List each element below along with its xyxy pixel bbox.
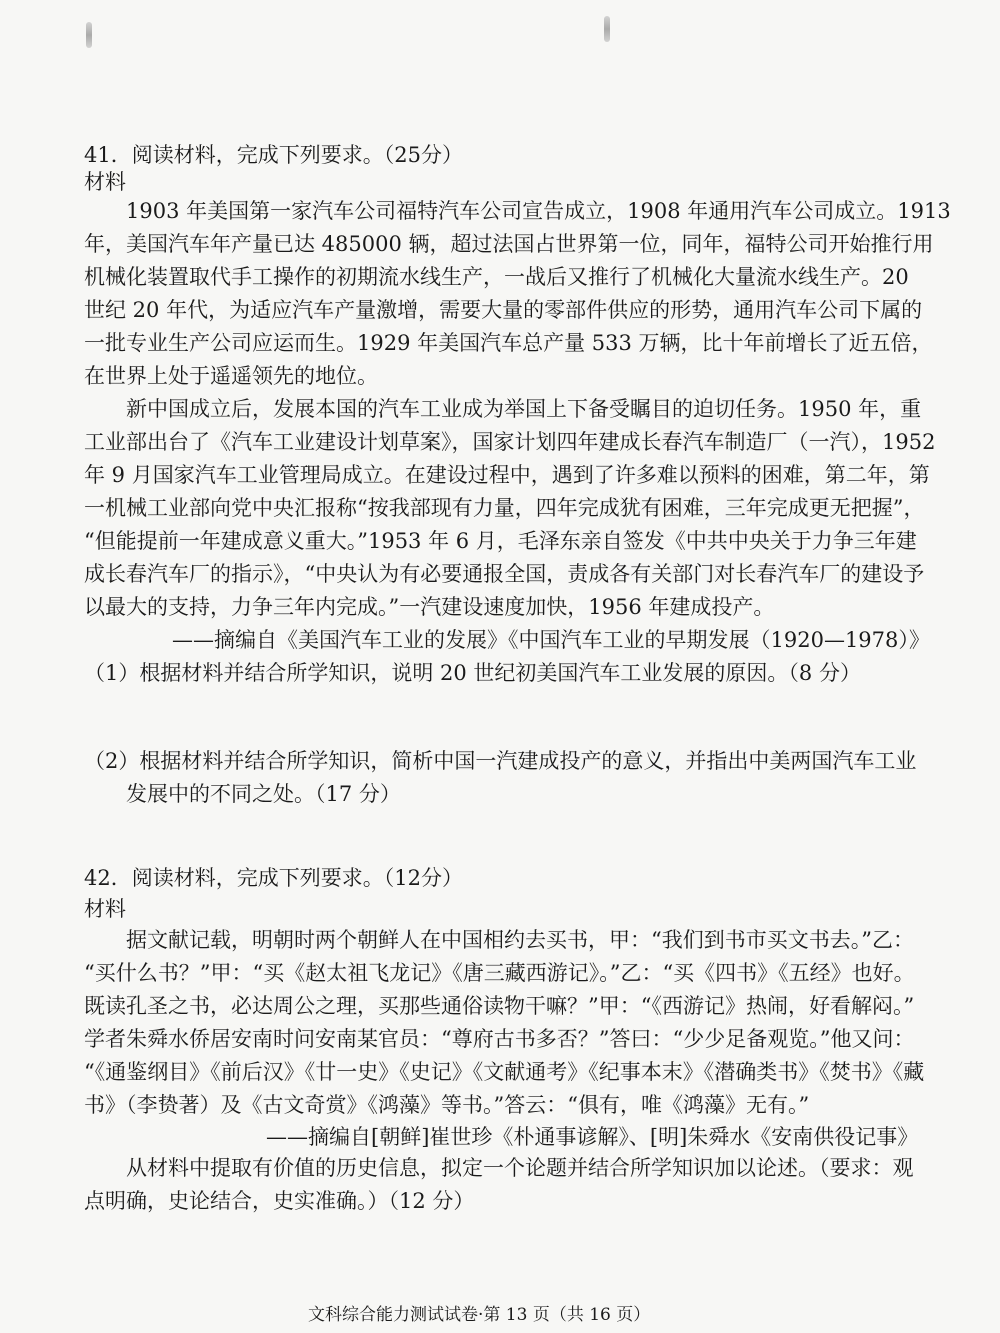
q41-p2-line: 新中国成立后，发展本国的汽车工业成为举国上下备受瞩目的迫切任务。1950 年，重 <box>126 397 922 421</box>
q42-p1-line: 既读孔圣之书，必达周公之理，买那些通俗读物干嘛？”甲：“《西游记》热闹，好看解闷。” <box>84 994 915 1018</box>
q41-title: 41．阅读材料，完成下列要求。（25分） <box>84 143 463 167</box>
q41-subquestion-2: 发展中的不同之处。（17 分） <box>126 782 401 806</box>
q42-p1-line: “《通鉴纲目》《前后汉》《廿一史》《史记》《文献通考》《纪事本末》《潜确类书》《焚书》《藏 <box>84 1060 925 1084</box>
q42-p1-line: 据文献记载，明朝时两个朝鲜人在中国相约去买书，甲：“我们到书市买文书去。”乙： <box>126 928 914 952</box>
scan-mark <box>604 16 610 42</box>
q41-p1-line: 1903 年美国第一家汽车公司福特汽车公司宣告成立，1908 年通用汽车公司成立。1913 <box>126 199 951 223</box>
q41-p2-line: 以最大的支持，力争三年内完成。”一汽建设速度加快，1956 年建成投产。 <box>84 595 775 619</box>
q42-p1-line: 学者朱舜水侨居安南时问安南某官员：“尊府古书多否？”答曰：“少少足备观览。”他又问： <box>84 1027 915 1051</box>
q42-task: 从材料中提取有价值的历史信息，拟定一个论题并结合所学知识加以论述。（要求：观 <box>126 1156 914 1180</box>
q41-source: ——摘编自《美国汽车工业的发展》《中国汽车工业的早期发展（1920—1978）》 <box>172 628 930 652</box>
page-footer: 文科综合能力测试试卷·第 13 页（共 16 页） <box>308 1305 651 1325</box>
q41-p2-line: 一机械工业部向党中央汇报称“按我部现有力量，四年完成犹有困难，三年完成更无把握”， <box>84 496 925 520</box>
q42-source: ——摘编自[朝鲜]崔世珍《朴通事谚解》、[明]朱舜水《安南供役记事》 <box>266 1125 919 1149</box>
q42-task: 点明确，史论结合，史实准确。）（12 分） <box>84 1189 475 1213</box>
q41-subquestion-1: （1）根据材料并结合所学知识，说明 20 世纪初美国汽车工业发展的原因。（8 分） <box>84 661 861 685</box>
q41-p1-line: 一批专业生产公司应运而生。1929 年美国汽车总产量 533 万辆，比十年前增长了近五倍， <box>84 331 933 355</box>
q41-p2-line: “但能提前一年建成意义重大。”1953 年 6 月，毛泽东亲自签发《中共中央关于力争三年建 <box>84 529 917 553</box>
q42-p1-line: “买什么书？”甲：“买《赵太祖飞龙记》《唐三藏西游记》。”乙：“买《四书》《五经》也好。 <box>84 961 915 985</box>
q41-material-label: 材料 <box>84 170 126 194</box>
q41-p2-line: 工业部出台了《汽车工业建设计划草案》，国家计划四年建成长春汽车制造厂（一汽），1952 <box>84 430 936 454</box>
q41-p2-line: 成长春汽车厂的指示》，“中央认为有必要通报全国，责成各有关部门对长春汽车厂的建设予 <box>84 562 925 586</box>
q41-p1-line: 机械化装置取代手工操作的初期流水线生产，一战后又推行了机械化大量流水线生产。20 <box>84 265 909 289</box>
q41-p1-line: 年，美国汽车年产量已达 485000 辆，超过法国占世界第一位，同年，福特公司开始推行用 <box>84 232 934 256</box>
q42-title: 42．阅读材料，完成下列要求。（12分） <box>84 866 463 890</box>
scan-mark <box>86 22 92 48</box>
q41-p1-line: 在世界上处于遥遥领先的地位。 <box>84 364 378 388</box>
q42-p1-line: 书》（李贽著）及《古文奇赏》《鸿藻》等书。”答云：“俱有，唯《鸿藻》无有。” <box>84 1093 810 1117</box>
q41-p2-line: 年 9 月国家汽车工业管理局成立。在建设过程中，遇到了许多难以预料的困难，第二年，第 <box>84 463 930 487</box>
q41-p1-line: 世纪 20 年代，为适应汽车产量激增，需要大量的零部件供应的形势，通用汽车公司下属的 <box>84 298 923 322</box>
q42-material-label: 材料 <box>84 897 126 921</box>
q41-subquestion-2: （2）根据材料并结合所学知识，简析中国一汽建成投产的意义，并指出中美两国汽车工业 <box>84 749 917 773</box>
